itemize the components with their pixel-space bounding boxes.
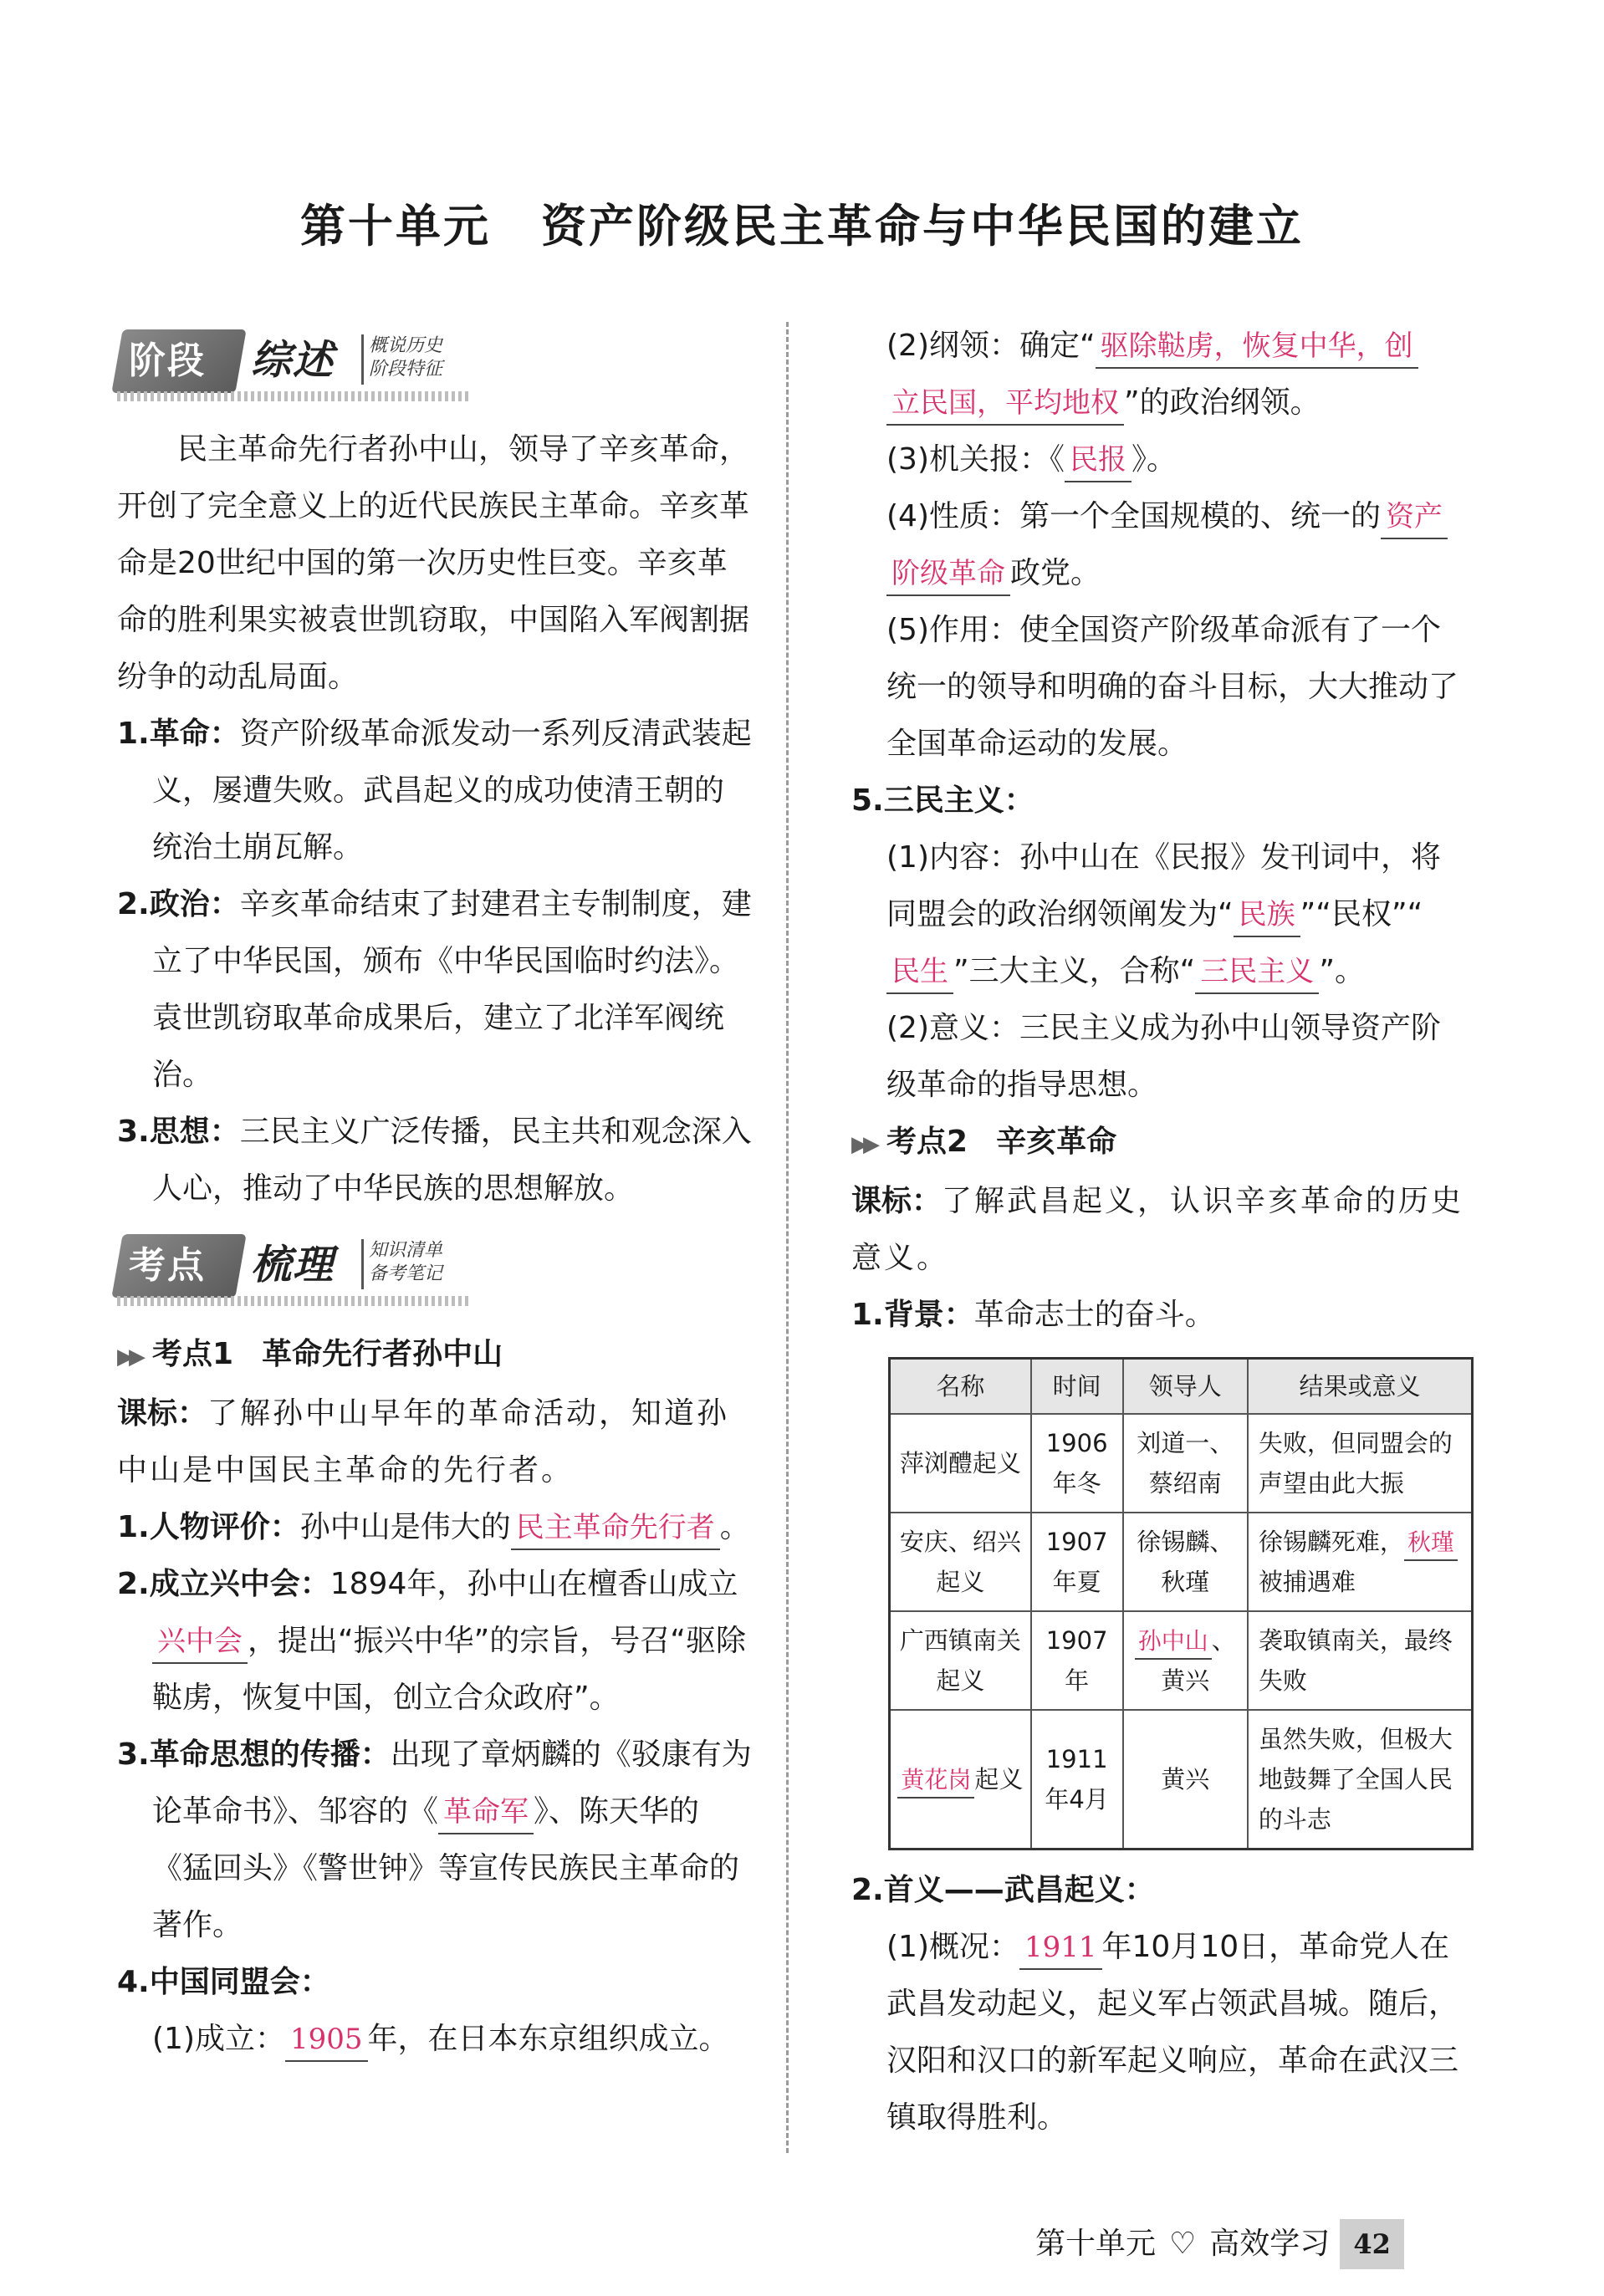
- answer-blank: 阶级革命: [886, 553, 1010, 596]
- kd1-item-tongmenghui: 4.中国同盟会：: [117, 1965, 330, 1999]
- answer-blank: 民报: [1065, 439, 1131, 482]
- overview-item-politics: 2.政治：辛亥革命结束了封建君主专制制度，建立了中华民国，颁布《中华民国临时约法》。袁世凯窃取革命成果后，建立了北洋军阀统治。: [117, 887, 752, 1092]
- table-cell: 安庆、绍兴起义: [890, 1513, 1031, 1611]
- answer-blank: 兴中会: [152, 1620, 248, 1664]
- right-column: [851, 318, 1470, 2146]
- table-cell: 刘道一、蔡绍南: [1123, 1414, 1248, 1513]
- answer-blank: 资产: [1381, 496, 1448, 539]
- table-header: 结果或意义: [1248, 1359, 1473, 1414]
- tongmenghui-nature: (4)性质：第一个全国规模的、统一的 资产阶级革命 政党。: [851, 488, 1470, 602]
- table-cell: 袭取镇南关，最终失败: [1248, 1611, 1473, 1710]
- banner-note: 概说历史 阶段特征: [361, 334, 453, 385]
- intro-paragraph: 民主革命先行者孙中山，领导了辛亥革命，开创了完全意义上的近代民族民主革命。辛亥革命是20世纪中国的第一次历史性巨变。辛亥革命的胜利果实被袁世凯窃取，中国陷入军阀割据纷争的动乱局面。: [117, 432, 750, 694]
- table-row: [890, 1710, 1473, 1850]
- footer-brand: 高效学习: [1209, 2227, 1331, 2261]
- banner-main: 综述: [251, 337, 335, 384]
- kd1-item-spread: 3.革命思想的传播：出现了章炳麟的《驳康有为论革命书》、邹容的《 革命军 》、陈天华的《猛回头》《警世钟》等宣传民族民主革命的著作。: [117, 1737, 752, 1942]
- column-divider: [786, 322, 789, 2153]
- answer-blank: 立民国，平均地权: [886, 382, 1124, 426]
- three-principles-content: (1)内容：孙中山在《民报》发刊词中，将同盟会的政治纲领阐发为“ 民族 ”“民权”“民生 ”三大主义，合称“ 三民主义 ”。: [851, 829, 1470, 1000]
- tongmenghui-program: (2)纲领：确定“ 驱除鞑虏，恢复中华，创立民国，平均地权 ”的政治纲领。: [851, 318, 1470, 431]
- banner-note: 知识清单 备考笔记: [361, 1239, 453, 1289]
- table-cell: 黄兴: [1123, 1710, 1248, 1850]
- table-cell: 孙中山 、黄兴: [1123, 1611, 1248, 1710]
- answer-blank: 三民主义: [1195, 951, 1319, 994]
- overview-item-revolution: 1.革命：资产阶级革命派发动一系列反清武装起义，屡遭失败。武昌起义的成功使清王朝的统治土崩瓦解。: [117, 717, 752, 865]
- table-cell: 1907年: [1031, 1611, 1123, 1710]
- table-cell: 1906年冬: [1031, 1414, 1123, 1513]
- answer-blank: 革命军: [438, 1791, 534, 1834]
- curriculum-standard-1: 课标：了解孙中山早年的革命活动，知道孙中山是中国民主革命的先行者。: [117, 1396, 730, 1487]
- stage-overview-banner: [117, 321, 753, 405]
- table-row: [890, 1513, 1473, 1611]
- page-number: 42: [1340, 2219, 1404, 2269]
- table-row: [890, 1414, 1473, 1513]
- table-header: 名称: [890, 1359, 1031, 1414]
- tongmenghui-founding: (1)成立： 1905 年，在日本东京组织成立。: [117, 2011, 753, 2068]
- page-title: [0, 191, 1604, 255]
- key-point-1-heading: ▶▶ 考点1 革命先行者孙中山: [117, 1337, 503, 1371]
- answer-blank: 驱除鞑虏，恢复中华，创: [1096, 325, 1418, 369]
- table-header: 时间: [1031, 1359, 1123, 1414]
- curriculum-standard-2: 课标：了解武昌起义，认识辛亥革命的历史意义。: [851, 1184, 1464, 1275]
- background-heading: 1.背景：革命志士的奋斗。: [851, 1298, 1215, 1332]
- table-cell: 1907年夏: [1031, 1513, 1123, 1611]
- wuchang-overview: (1)概况： 1911 年10月10日，革命党人在武昌发动起义，起义军占领武昌城。随后，汉阳和汉口的新军起义响应，革命在武汉三镇取得胜利。: [851, 1919, 1470, 2146]
- banner-rule: [117, 1296, 468, 1306]
- banner-main: 梳理: [251, 1242, 335, 1288]
- unit-name: 资产阶级民主革命与中华民国的建立: [541, 200, 1304, 253]
- answer-blank: 民生: [886, 951, 953, 994]
- answer-blank: 秋瑾: [1404, 1526, 1458, 1561]
- kd1-item-xingzhonghui: 2.成立兴中会：1894年，孙中山在檀香山成立兴中会 ，提出“振兴中华”的宗旨，号召“驱除鞑虏，恢复中国，创立合众政府”。: [117, 1567, 746, 1715]
- three-principles-meaning: (2)意义：三民主义成为孙中山领导资产阶级革命的指导思想。: [886, 1011, 1441, 1102]
- tongmenghui-role: (5)作用：使全国资产阶级革命派有了一个统一的领导和明确的奋斗目标，大大推动了全国革命运动的发展。: [886, 613, 1459, 761]
- table-cell: 失败，但同盟会的声望由此大振: [1248, 1414, 1473, 1513]
- overview-item-thought: 3.思想：三民主义广泛传播，民主共和观念深入人心，推动了中华民族的思想解放。: [117, 1115, 752, 1206]
- table-header: 领导人: [1123, 1359, 1248, 1414]
- table-cell: 萍浏醴起义: [890, 1414, 1031, 1513]
- table-header-row: [890, 1359, 1473, 1414]
- double-arrow-icon: ▶▶: [117, 1344, 140, 1370]
- unit-number: 第十单元: [300, 200, 491, 253]
- table-cell: 1911年4月: [1031, 1710, 1123, 1850]
- tongmenghui-newspaper: (3)机关报：《 民报 》。: [851, 431, 1470, 488]
- table-cell: 虽然失败，但极大地鼓舞了全国人民的斗志: [1248, 1710, 1473, 1850]
- answer-blank: 孙中山: [1135, 1625, 1212, 1660]
- wuchang-heading: 2.首义——武昌起义：: [851, 1872, 1155, 1907]
- double-arrow-icon: ▶▶: [851, 1132, 875, 1157]
- three-principles-heading: 5.三民主义：: [851, 783, 1034, 818]
- page-footer: [1035, 2219, 1404, 2269]
- banner-tag: 考点: [111, 1234, 246, 1298]
- key-points-banner: [117, 1226, 753, 1309]
- kd1-item-evaluation: 1.人物评价：孙中山是伟大的 民主革命先行者 。: [117, 1499, 753, 1556]
- table-cell: 徐锡麟死难， 秋瑾被捕遇难: [1248, 1513, 1473, 1611]
- table-cell: 黄花岗 起义: [890, 1710, 1031, 1850]
- banner-rule: [117, 391, 468, 401]
- answer-blank: 1905: [285, 2018, 368, 2062]
- table-row: [890, 1611, 1473, 1710]
- answer-blank: 1911: [1019, 1926, 1102, 1970]
- table-cell: 徐锡麟、秋瑾: [1123, 1513, 1248, 1611]
- answer-blank: 民族: [1234, 894, 1300, 937]
- key-point-2-heading: ▶▶ 考点2 辛亥革命: [851, 1125, 1117, 1159]
- table-cell: 广西镇南关起义: [890, 1611, 1031, 1710]
- answer-blank: 黄花岗: [897, 1763, 974, 1799]
- answer-blank: 民主革命先行者: [511, 1507, 720, 1550]
- heart-icon: ♡: [1169, 2227, 1197, 2261]
- left-column: [117, 318, 753, 2068]
- footer-unit: 第十单元: [1035, 2227, 1157, 2261]
- banner-tag: 阶段: [111, 329, 246, 393]
- uprisings-table: [888, 1357, 1474, 1850]
